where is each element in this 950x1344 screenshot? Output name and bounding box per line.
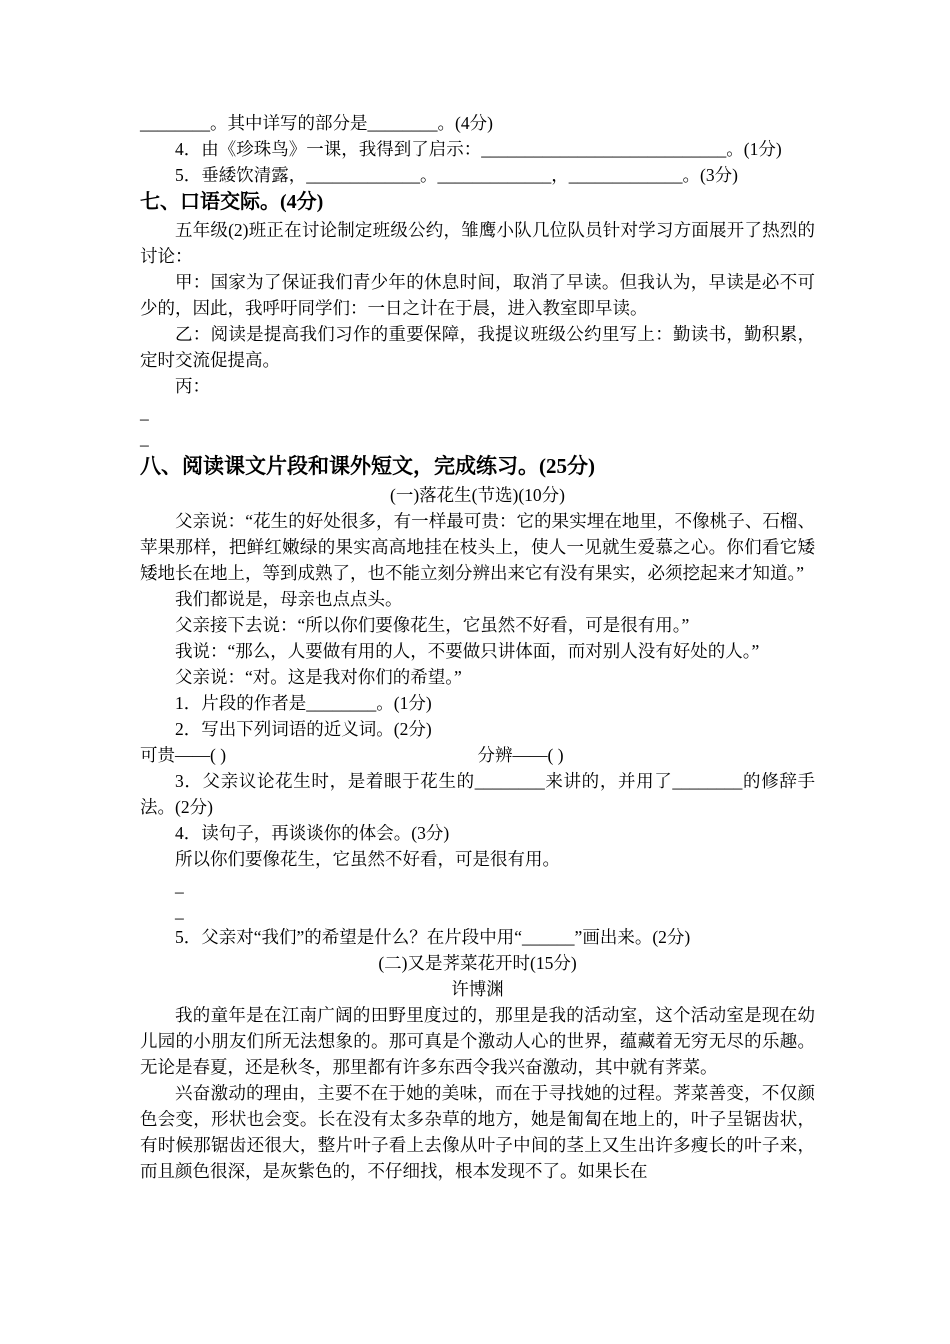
fill-blank-continuation-line: ________。其中详写的部分是________。(4分) (140, 113, 493, 133)
speaker-bing-label: 丙： (175, 376, 210, 396)
speaker-jia-paragraph: 甲：国家为了保证我们青少年的休息时间，取消了早读。但我认为，早读是必不可少的，因此，我呼吁同学们：一日之计在于晨，进入教室即早读。 (140, 272, 815, 318)
question-4-sentence: 4．读句子，再谈谈你的体会。(3分) (175, 823, 450, 843)
answer-line: _ (175, 875, 184, 895)
synonym-fenbian-blank: 分辨——( ) (477, 745, 564, 765)
section-7-heading: 七、口语交际。(4分) (140, 191, 324, 213)
question-3-rhetoric: 3．父亲议论花生时，是着眼于花生的________来讲的，并用了________的修辞手法。(2分) (140, 771, 815, 817)
speaker-yi-paragraph: 乙：阅读是提高我们习作的重要保障，我提议班级公约里写上：勤读书，勤积累，定时交流促提高。 (140, 324, 815, 370)
passage-1-paragraph-me: 我说：“那么，人要做有用的人，不要做只讲体面，而对别人没有好处的人。” (175, 641, 760, 661)
passage-2-author: 许博渊 (451, 979, 504, 999)
question-5-poem: 5．垂緌饮清露，_____________。_____________，_____________。(3分) (175, 165, 738, 185)
oral-communication-intro: 五年级(2)班正在讨论制定班级公约，雏鹰小队几位队员针对学习方面展开了热烈的讨论： (140, 220, 815, 266)
section-8-heading: 八、阅读课文片段和课外短文，完成练习。(25分) (140, 454, 595, 478)
passage-2-title: (二)又是荠菜花开时(15分) (378, 953, 577, 973)
passage-1-paragraph-father-3: 父亲说：“对。这是我对你们的希望。” (175, 667, 462, 687)
answer-line: _ (175, 901, 184, 921)
question-5-hope: 5．父亲对“我们”的希望是什么？在片段中用“______”画出来。(2分) (175, 927, 691, 947)
question-1-author: 1．片段的作者是________。(1分) (175, 693, 432, 713)
passage-1-paragraph-father: 父亲说：“花生的好处很多，有一样最可贵：它的果实埋在地里，不像桃子、石榴、苹果那样，把鲜红嫩绿的果实高高地挂在枝头上，使人一见就生爱慕之心。你们看它矮矮地长在地上，等到成熟了，也不能立刻分辨出来它有没有果实，必须挖起来才知道。” (140, 511, 815, 583)
answer-line: _ (140, 428, 149, 448)
passage-2-paragraph-1: 我的童年是在江南广阔的田野里度过的，那里是我的活动室，这个活动室是现在幼儿园的小朋友们所无法想象的。那可真是个激动人心的世界，蕴藏着无穷无尽的乐趣。无论是春夏，还是秋冬，那里都有许多东西令我兴奋激动，其中就有荠菜。 (140, 1005, 815, 1077)
quoted-sentence: 所以你们要像花生，它虽然不好看，可是很有用。 (175, 849, 560, 869)
question-2-synonyms: 2．写出下列词语的近义词。(2分) (175, 719, 432, 739)
answer-line: _ (140, 402, 149, 422)
synonym-kegui-blank: 可贵——( ) (140, 745, 227, 765)
passage-1-paragraph-mother: 我们都说是，母亲也点点头。 (175, 589, 403, 609)
passage-1-title: (一)落花生(节选)(10分) (390, 485, 565, 505)
synonym-answer-row (140, 742, 815, 768)
passage-2-paragraph-2: 兴奋激动的理由，主要不在于她的美味，而在于寻找她的过程。荠菜善变，不仅颜色会变，形状也会变。长在没有太多杂草的地方，她是匍匐在地上的，叶子呈锯齿状，有时候那锯齿还很大，整片叶子看上去像从叶子中间的茎上又生出许多瘦长的叶子来，而且颜色很深，是灰紫色的，不仔细找，根本发现不了。如果长在 (140, 1083, 815, 1181)
question-4-zhenzhuniao: 4．由《珍珠鸟》一课，我得到了启示：____________________________。(1分) (175, 139, 782, 159)
passage-1-paragraph-father-2: 父亲接下去说：“所以你们要像花生，它虽然不好看，可是很有用。” (175, 615, 690, 635)
